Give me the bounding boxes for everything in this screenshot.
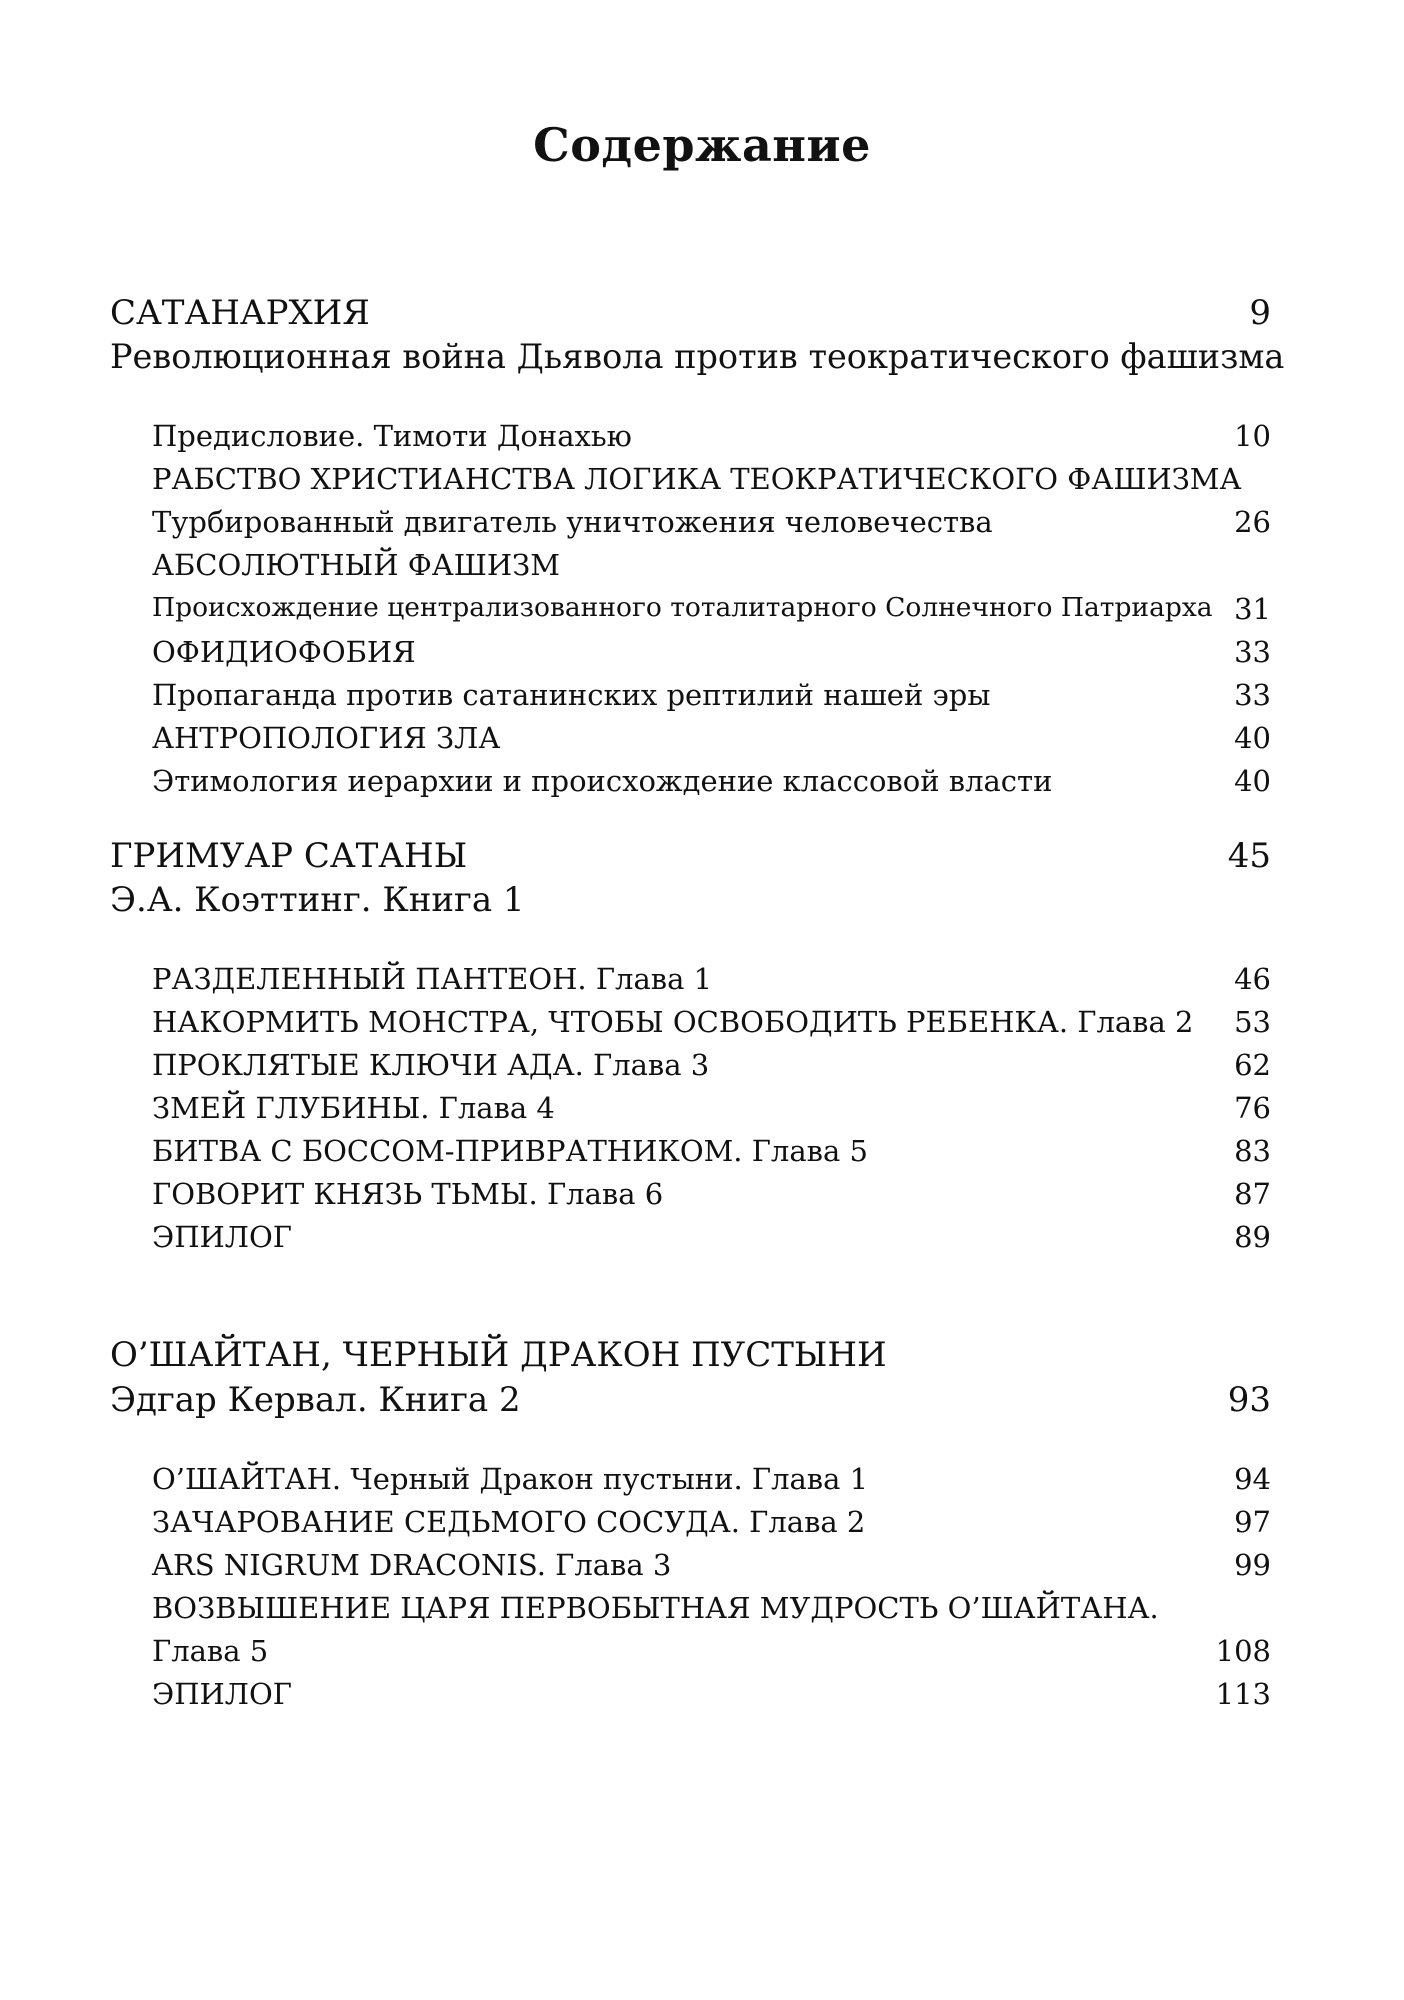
toc-entry — [0, 419, 1404, 463]
entry-title: РАБСТВО ХРИСТИАНСТВА ЛОГИКА ТЕОКРАТИЧЕСКОГО ФАШИЗМА — [152, 462, 1242, 496]
entry-title: ЭПИЛОГ — [152, 1677, 292, 1711]
toc-entry — [0, 505, 1404, 549]
page-title: Содержание — [533, 118, 871, 172]
toc-entry — [0, 764, 1404, 808]
toc-section-subtitle — [0, 1380, 1404, 1424]
toc-entry — [0, 1591, 1404, 1635]
section-title: САТАНАРХИЯ — [110, 293, 370, 333]
page-number: 97 — [1234, 1505, 1271, 1539]
section-subtitle: Революционная война Дьявола против теократического фашизма — [110, 337, 1285, 376]
toc-entry — [0, 1220, 1404, 1264]
page-number: 83 — [1234, 1134, 1271, 1168]
page-number: 40 — [1234, 721, 1271, 755]
page-number: 33 — [1234, 635, 1271, 669]
toc-entry — [0, 1048, 1404, 1092]
section-subtitle: Э.А. Коэттинг. Книга 1 — [110, 880, 525, 920]
toc-section-subtitle — [0, 880, 1404, 924]
page-number: 9 — [1249, 293, 1271, 333]
page-number: 46 — [1234, 962, 1271, 996]
entry-title: РАЗДЕЛЕННЫЙ ПАНТЕОН. Глава 1 — [152, 962, 713, 996]
toc-entry — [0, 462, 1404, 506]
toc-section-subtitle — [0, 337, 1404, 381]
entry-title: Происхождение централизованного тоталитарного Солнечного Патриарха — [152, 592, 1213, 623]
page-number: 113 — [1215, 1677, 1271, 1711]
toc-section-heading — [0, 293, 1404, 337]
page-number: 94 — [1234, 1462, 1271, 1496]
entry-title: ПРОКЛЯТЫЕ КЛЮЧИ АДА. Глава 3 — [152, 1048, 710, 1082]
toc-entry — [0, 962, 1404, 1006]
page-number: 93 — [1227, 1380, 1271, 1420]
entry-title: ЭПИЛОГ — [152, 1220, 292, 1254]
entry-title: Глава 5 — [152, 1634, 269, 1668]
toc-entry — [0, 1505, 1404, 1549]
entry-title: ЗАЧАРОВАНИЕ СЕДЬМОГО СОСУДА. Глава 2 — [152, 1505, 866, 1539]
page-number: 53 — [1234, 1005, 1271, 1039]
toc-entry — [0, 635, 1404, 679]
page-number: 89 — [1234, 1220, 1271, 1254]
toc-entry — [0, 592, 1404, 636]
entry-title: ГОВОРИТ КНЯЗЬ ТЬМЫ. Глава 6 — [152, 1177, 664, 1211]
entry-title: АБСОЛЮТНЫЙ ФАШИЗМ — [152, 548, 560, 582]
entry-title: О’ШАЙТАН. Черный Дракон пустыни. Глава 1 — [152, 1462, 869, 1496]
page-number: 40 — [1234, 764, 1271, 798]
page-number: 87 — [1234, 1177, 1271, 1211]
page-number: 33 — [1234, 678, 1271, 712]
toc-entry — [0, 1677, 1404, 1721]
section-subtitle: Эдгар Кервал. Книга 2 — [110, 1380, 521, 1420]
entry-title: НАКОРМИТЬ МОНСТРА, ЧТОБЫ ОСВОБОДИТЬ РЕБЕНКА. Глава 2 — [152, 1005, 1194, 1039]
entry-title: Турбированный двигатель уничтожения человечества — [152, 505, 993, 539]
page-number: 26 — [1234, 505, 1271, 539]
entry-title: БИТВА С БОССОМ-ПРИВРАТНИКОМ. Глава 5 — [152, 1134, 868, 1168]
toc-entry — [0, 1177, 1404, 1221]
toc-entry — [0, 1134, 1404, 1178]
section-title: О’ШАЙТАН, ЧЕРНЫЙ ДРАКОН ПУСТЫНИ — [110, 1335, 887, 1375]
toc-entry — [0, 1005, 1404, 1049]
page-number: 31 — [1234, 592, 1271, 626]
page-number: 76 — [1234, 1091, 1271, 1125]
toc-entry — [0, 678, 1404, 722]
entry-title: ЗМЕЙ ГЛУБИНЫ. Глава 4 — [152, 1091, 555, 1125]
toc-section-heading — [0, 1335, 1404, 1379]
entry-title: Этимология иерархии и происхождение классовой власти — [152, 764, 1053, 798]
section-title: ГРИМУАР САТАНЫ — [110, 836, 468, 876]
page-number: 62 — [1234, 1048, 1271, 1082]
entry-title: ВОЗВЫШЕНИЕ ЦАРЯ ПЕРВОБЫТНАЯ МУДРОСТЬ О’ШАЙТАНА. — [152, 1591, 1159, 1625]
entry-title: Пропаганда против сатанинских рептилий нашей эры — [152, 678, 991, 712]
toc-entry — [0, 1634, 1404, 1678]
toc-section-heading — [0, 836, 1404, 880]
page-number: 10 — [1234, 419, 1271, 453]
toc-entry — [0, 548, 1404, 592]
entry-title: ARS NIGRUM DRACONIS. Глава 3 — [152, 1548, 672, 1582]
entry-title: АНТРОПОЛОГИЯ ЗЛА — [152, 721, 501, 755]
toc-entry — [0, 721, 1404, 765]
entry-title: Предисловие. Тимоти Донахью — [152, 419, 632, 453]
entry-title: ОФИДИОФОБИЯ — [152, 635, 416, 669]
toc-entry — [0, 1462, 1404, 1506]
page-number: 99 — [1234, 1548, 1271, 1582]
page-number: 108 — [1215, 1634, 1271, 1668]
toc-entry — [0, 1548, 1404, 1592]
toc-entry — [0, 1091, 1404, 1135]
page-number: 45 — [1227, 836, 1271, 876]
